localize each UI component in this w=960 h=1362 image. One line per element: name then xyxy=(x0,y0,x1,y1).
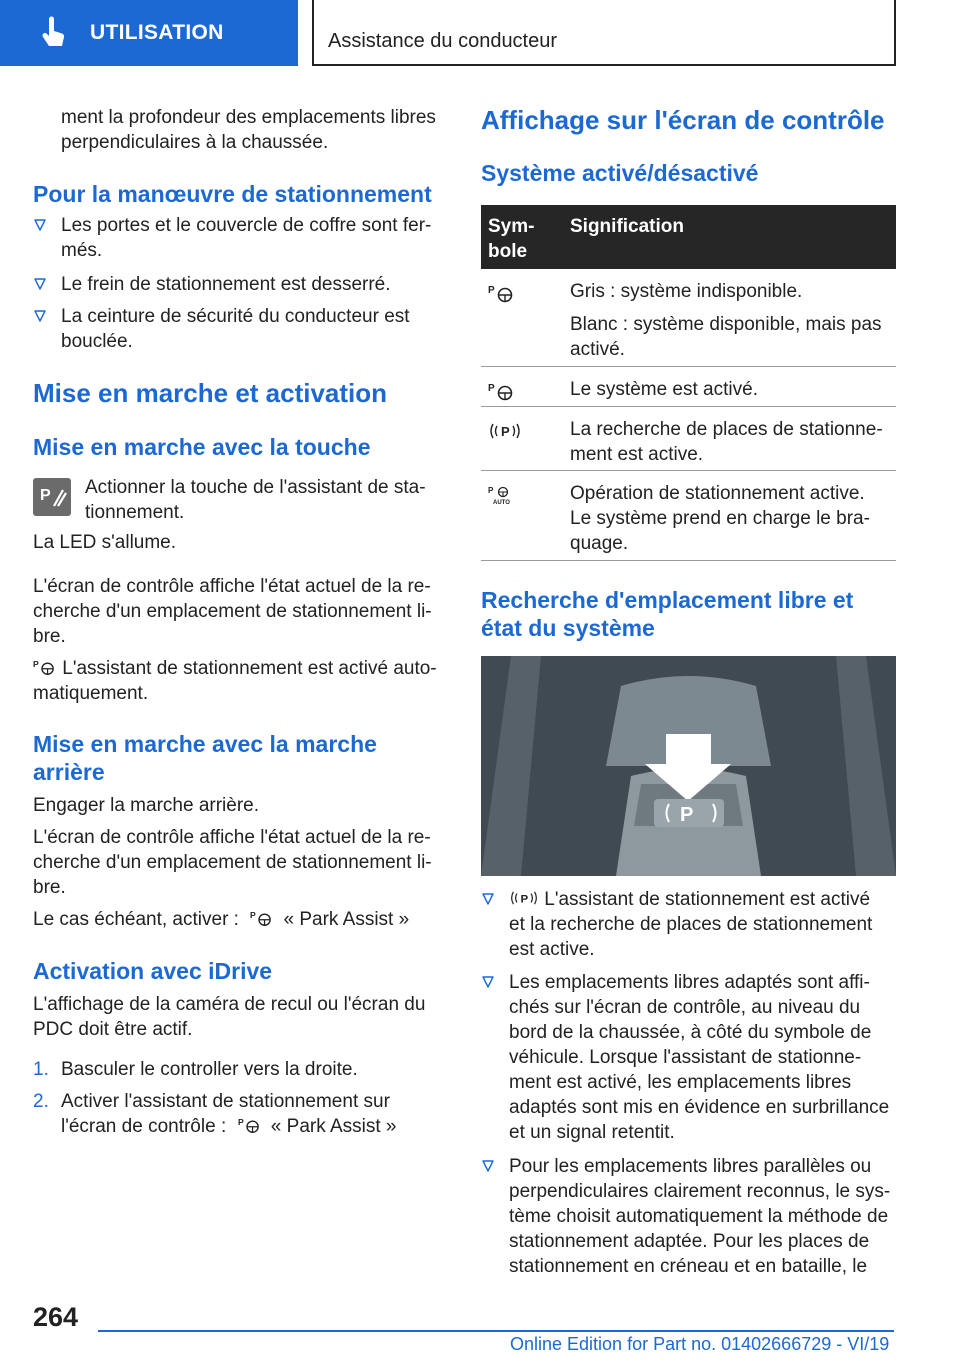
heading-space-search: Recherche d'emplacement libre et état du système xyxy=(481,587,854,641)
heading-start-button: Mise en marche avec la touche xyxy=(33,434,371,460)
hand-pointer-icon xyxy=(38,16,68,50)
svg-text:P: P xyxy=(680,804,694,826)
heading-control-display: Affichage sur l'écran de contrôle xyxy=(481,105,885,135)
parking-search-icon xyxy=(488,421,522,441)
activate-park-assist-line: Le cas échéant, activer : « Park Assist » xyxy=(33,909,410,930)
heading-start-activation: Mise en marche et activation xyxy=(33,378,388,408)
list-item: L'assistant de stationnement est activé et la recherche de places de stationnement est active. xyxy=(481,887,896,962)
park-assist-icon xyxy=(238,1115,262,1135)
list-item: Les emplacements libres adaptés sont affi- chés sur l'écran de contrôle, au niveau du bord de la chaussée, à côté du symbole de véhicule. Lorsque l'assistant de stationne- ment est activé, les emplacements libres adaptés sont mis en évidence en surbrillance et un signal retentit. xyxy=(481,970,896,1145)
parking-display-illustration xyxy=(481,656,896,876)
park-auto-icon xyxy=(488,485,516,505)
table-row: Gris : système indisponible. Blanc : système disponible, mais pas activé. xyxy=(481,269,896,367)
heading-idrive: Activation avec iDrive xyxy=(33,958,273,984)
park-assist-icon xyxy=(250,908,274,928)
reverse-engage-text: Engager la marche arrière. xyxy=(33,795,259,816)
column-header-symbol: Sym- bole xyxy=(488,216,535,262)
page-number: 264 xyxy=(33,1302,79,1332)
list-item: La ceinture de sécurité du conducteur est bouclée. xyxy=(33,304,445,354)
park-assist-button-icon xyxy=(33,478,71,516)
parking-search-icon xyxy=(509,888,539,908)
chapter-title: Assistance du conducteur xyxy=(328,30,558,52)
section-tab xyxy=(0,0,298,66)
heading-system-status: Système activé/désactivé xyxy=(481,160,759,186)
footer-divider xyxy=(98,1330,894,1332)
list-item: Les portes et le couvercle de coffre sont fer- més. xyxy=(33,213,445,263)
display-status-paragraph-2: L'écran de contrôle affiche l'état actuel de la re- cherche d'un emplacement de stationnement li- bre. xyxy=(33,827,432,898)
chapter-header xyxy=(312,0,896,66)
step-item: 2. Activer l'assistant de stationnement sur l'écran de contrôle : « Park Assist » xyxy=(33,1091,397,1137)
column-header-meaning: Signification xyxy=(570,216,684,237)
park-assist-icon xyxy=(33,657,57,677)
display-status-paragraph: L'écran de contrôle affiche l'état actuel de la re- cherche d'un emplacement de stationnement li- bre. xyxy=(33,576,432,647)
edition-text: Online Edition for Part no. 01402666729 - VI/19 xyxy=(510,1334,890,1354)
park-assist-active-icon xyxy=(488,381,516,401)
bullet-triangle-icon xyxy=(33,277,47,291)
bullet-triangle-icon xyxy=(481,892,495,906)
bullet-triangle-icon xyxy=(481,1159,495,1173)
table-row: La recherche de places de stationne- ment est active. xyxy=(481,407,896,471)
table-row: Opération de stationnement active. Le système prend en charge le bra- quage. xyxy=(481,471,896,561)
auto-activation-paragraph: L'assistant de stationnement est activé auto- matiquement. xyxy=(33,658,437,704)
heading-reverse-gear: Mise en marche avec la marche arrière xyxy=(33,731,377,785)
table-header xyxy=(481,205,896,269)
intro-paragraph: ment la profondeur des emplacements libres perpendiculaires à la chaussée. xyxy=(61,107,436,153)
svg-text:P: P xyxy=(40,487,51,504)
park-assist-icon xyxy=(488,283,516,303)
bullet-triangle-icon xyxy=(481,975,495,989)
list-item: Le frein de stationnement est desserré. xyxy=(33,272,445,297)
idrive-paragraph: L'affichage de la caméra de recul ou l'écran du PDC doit être actif. xyxy=(33,994,426,1040)
led-text: La LED s'allume. xyxy=(33,532,177,553)
list-item: Pour les emplacements libres parallèles ou perpendiculaires clairement reconnus, le sys- tème choisit automatiquement la méthode de stationnement adaptée. Pour les places de stationnement en créneau et en bataille, le xyxy=(481,1154,896,1279)
table-row: Le système est activé. xyxy=(481,367,896,407)
bullet-triangle-icon xyxy=(33,218,47,232)
bullet-triangle-icon xyxy=(33,309,47,323)
heading-parking-maneuver: Pour la manœuvre de stationnement xyxy=(33,181,432,207)
section-tab-label: UTILISATION xyxy=(90,21,224,44)
step-item: 1. Basculer le controller vers la droite. xyxy=(33,1059,358,1080)
button-instruction: Actionner la touche de l'assistant de sta- tionnement. xyxy=(85,477,426,523)
